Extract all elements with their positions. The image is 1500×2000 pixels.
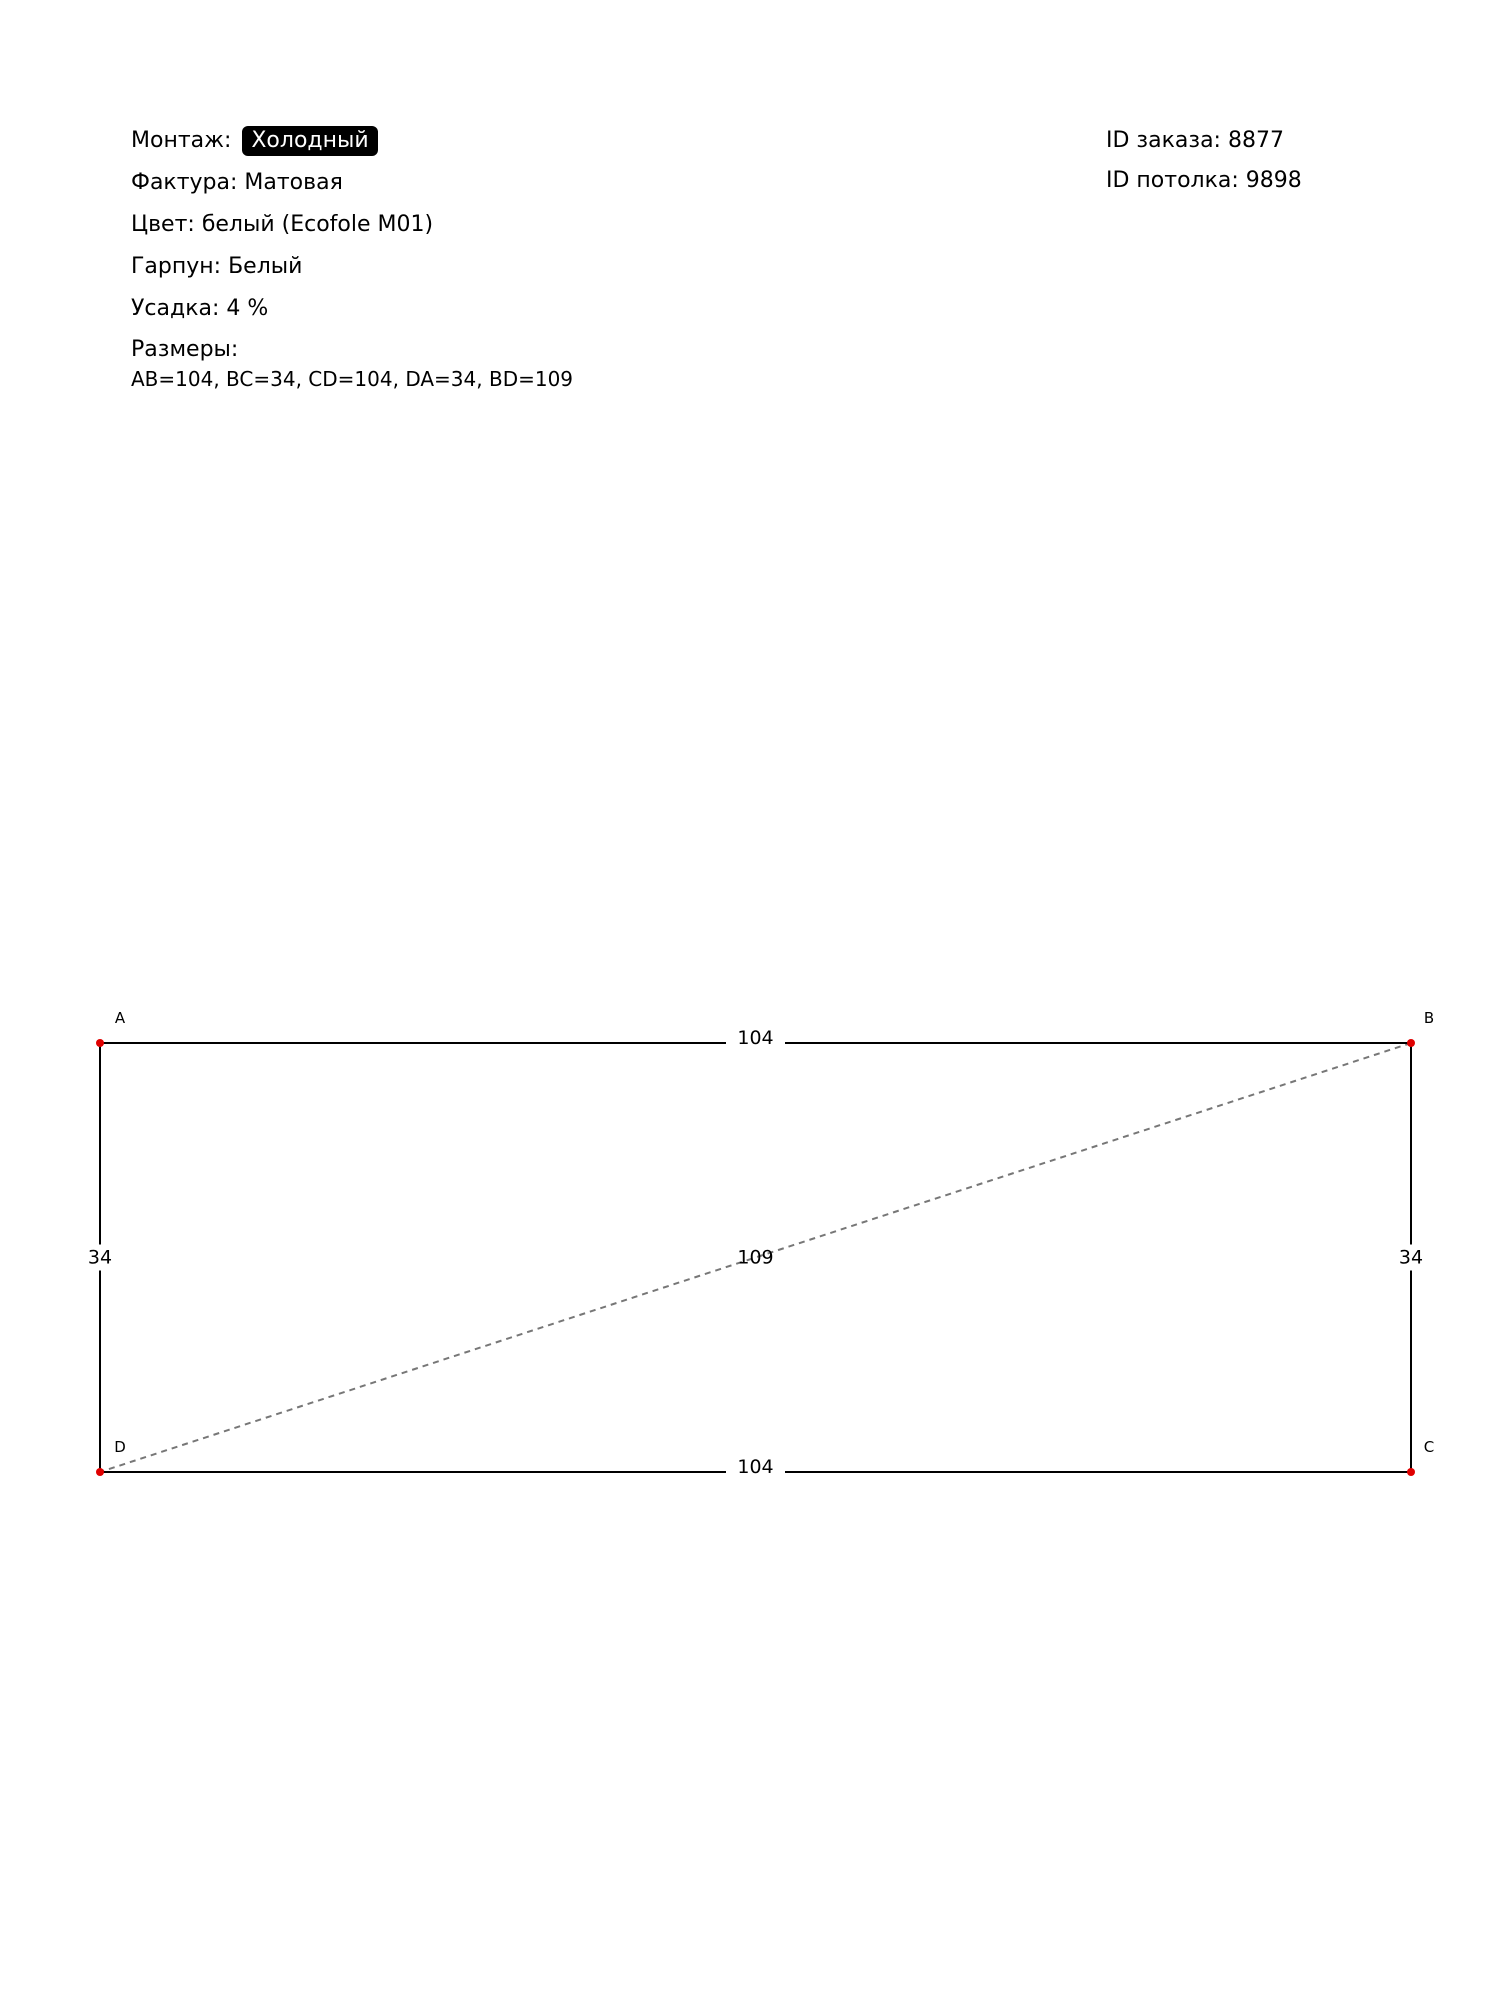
harpoon-value: Белый xyxy=(228,254,303,279)
vertex-label-D: D xyxy=(114,1438,126,1456)
vertex-A xyxy=(96,1039,104,1047)
side-AB-label: 104 xyxy=(737,1027,774,1049)
order-id-label: ID заказа: xyxy=(1106,128,1221,153)
color-label: Цвет: xyxy=(131,212,195,237)
shrink-label: Усадка: xyxy=(131,296,220,321)
texture-label: Фактура: xyxy=(131,170,238,195)
texture-value: Матовая xyxy=(244,170,343,195)
side-CD-label: 104 xyxy=(737,1456,774,1478)
side-DA-label: 34 xyxy=(87,1246,113,1269)
vertex-C xyxy=(1407,1468,1415,1476)
harpoon-label: Гарпун: xyxy=(131,254,222,279)
side-BC-label: 34 xyxy=(1398,1246,1424,1269)
diagonal-BD-label: 109 xyxy=(737,1246,774,1269)
vertex-B xyxy=(1407,1039,1415,1047)
vertex-label-C: C xyxy=(1423,1438,1435,1456)
ceiling-id-value: 9898 xyxy=(1245,168,1302,193)
ceiling-id-label: ID потолка: xyxy=(1106,168,1239,193)
mount-badge: Холодный xyxy=(242,126,377,156)
color-value: белый (Ecofole M01) xyxy=(201,212,434,237)
vertex-label-A: A xyxy=(114,1009,126,1027)
sizes-values: AB=104, BC=34, CD=104, DA=34, BD=109 xyxy=(131,367,574,391)
vertex-label-B: B xyxy=(1423,1009,1435,1027)
vertex-D xyxy=(96,1468,104,1476)
shrink-value: 4 % xyxy=(226,296,269,321)
sizes-label: Размеры: xyxy=(131,337,239,362)
mount-label: Монтаж: xyxy=(131,128,232,153)
order-id-value: 8877 xyxy=(1227,128,1284,153)
